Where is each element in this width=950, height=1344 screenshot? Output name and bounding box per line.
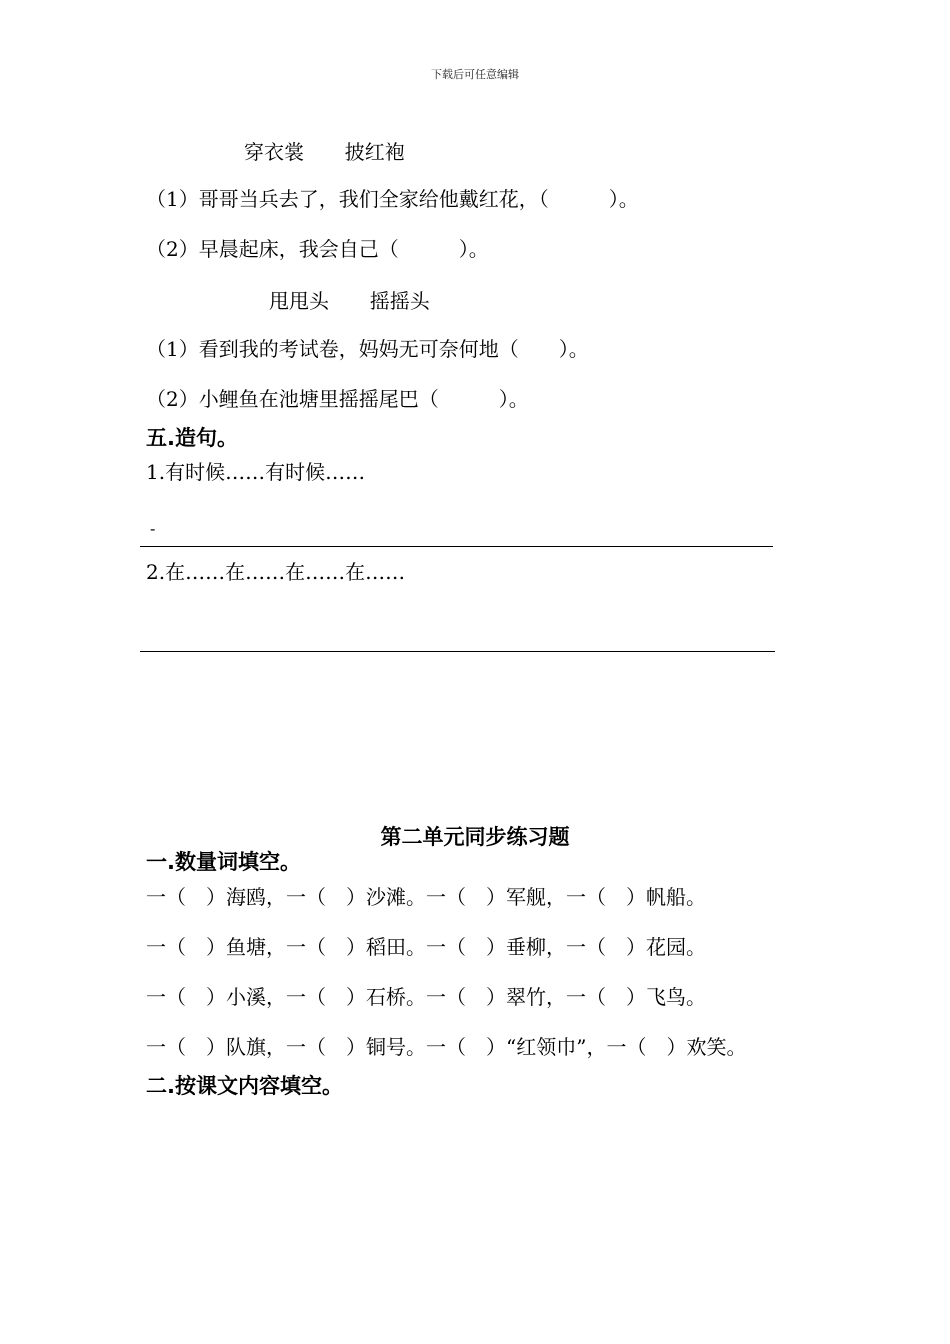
measure-word-row: 一（ ）鱼塘，一（ ）稻田。一（ ）垂柳，一（ ）花园。 <box>146 935 706 959</box>
word-a: 穿衣裳 <box>244 140 304 164</box>
unit-title: 第二单元同步练习题 <box>380 825 570 849</box>
section-heading: 五.造句。 <box>146 426 238 450</box>
measure-word-row: 一（ ）队旗，一（ ）铜号。一（ ）“红领巾”，一（ ）欢笑。 <box>146 1035 747 1059</box>
fill-sentence: （2）小鲤鱼在池塘里摇摇尾巴（ ）。 <box>146 387 529 411</box>
word-pair-2 <box>269 285 430 314</box>
measure-word-row: 一（ ）海鸥，一（ ）沙滩。一（ ）军舰，一（ ）帆船。 <box>146 885 706 909</box>
answer-line <box>140 546 773 547</box>
measure-word-row: 一（ ）小溪，一（ ）石桥。一（ ）翠竹，一（ ）飞鸟。 <box>146 985 706 1009</box>
answer-mark: - <box>150 519 156 538</box>
fill-sentence: （1）哥哥当兵去了，我们全家给他戴红花，（ ）。 <box>146 187 639 211</box>
page-header: 下载后可任意编辑 <box>431 68 519 81</box>
sentence-prompt: 2.在……在……在……在…… <box>146 560 406 584</box>
word-pair-1 <box>244 136 405 165</box>
word-a: 甩甩头 <box>269 289 329 313</box>
section-heading: 二.按课文内容填空。 <box>146 1074 343 1098</box>
fill-sentence: （2）早晨起床，我会自己（ ）。 <box>146 237 489 261</box>
sentence-prompt: 1.有时候……有时候…… <box>146 460 366 484</box>
answer-line <box>140 651 775 652</box>
word-b: 披红袍 <box>344 140 405 164</box>
word-b: 摇摇头 <box>369 289 430 313</box>
fill-sentence: （1）看到我的考试卷，妈妈无可奈何地（ ）。 <box>146 337 589 361</box>
section-heading: 一.数量词填空。 <box>146 850 301 874</box>
